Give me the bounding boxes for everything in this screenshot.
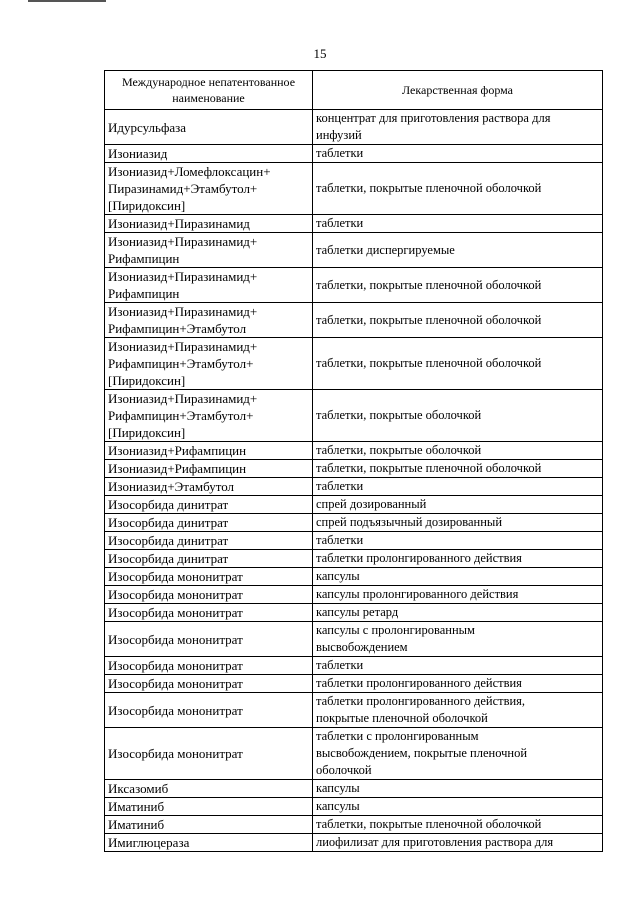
table-row: [105, 163, 603, 215]
dosage-form-cell: [313, 268, 603, 303]
dosage-form-text: таблетки, покрытые оболочкой: [316, 408, 482, 422]
dosage-form-cell: [313, 675, 603, 693]
dosage-form-text: таблетки с пролонгированным: [316, 729, 479, 743]
dosage-form-cell: [313, 338, 603, 390]
dosage-form-cell: [313, 550, 603, 568]
inn-cell: [105, 268, 313, 303]
inn-text: Изосорбида динитрат: [108, 515, 229, 530]
dosage-form-text: таблетки пролонгированного действия,: [316, 694, 526, 708]
table-row: [105, 780, 603, 798]
table-row: [105, 233, 603, 268]
dosage-form-text: таблетки: [316, 216, 364, 230]
table-row: [105, 798, 603, 816]
inn-text: Иматиниб: [108, 817, 165, 832]
dosage-form-cell: [313, 532, 603, 550]
dosage-form-text: капсулы с пролонгированным: [316, 623, 475, 637]
dosage-form-text: инфузий: [316, 128, 362, 142]
table-row: [105, 268, 603, 303]
inn-text: Рифампицин: [108, 251, 180, 266]
top-edge-mark: [28, 0, 106, 2]
dosage-form-text: капсулы: [316, 569, 360, 583]
inn-cell: [105, 693, 313, 728]
dosage-form-text: концентрат для приготовления раствора для: [316, 111, 551, 125]
inn-text: Изониазид+Рифампицин: [108, 461, 247, 476]
table-row: [105, 460, 603, 478]
dosage-form-text: капсулы: [316, 799, 360, 813]
inn-text: Изониазид+Пиразинамид+: [108, 304, 258, 319]
table-row: [105, 604, 603, 622]
inn-cell: [105, 145, 313, 163]
dosage-form-text: спрей дозированный: [316, 497, 427, 511]
inn-text: Изосорбида мононитрат: [108, 631, 243, 647]
dosage-form-cell: [313, 460, 603, 478]
inn-cell: [105, 233, 313, 268]
table-row: [105, 586, 603, 604]
dosage-form-cell: [313, 586, 603, 604]
inn-text: Изосорбида динитрат: [108, 533, 229, 548]
dosage-form-cell: [313, 215, 603, 233]
dosage-form-text: таблетки, покрытые пленочной оболочкой: [316, 817, 542, 831]
dosage-form-text: покрытые пленочной оболочкой: [316, 711, 488, 725]
inn-text: Изосорбида мононитрат: [108, 605, 243, 620]
dosage-form-cell: [313, 303, 603, 338]
inn-text: Рифампицин: [108, 286, 180, 301]
inn-cell: [105, 163, 313, 215]
dosage-form-cell: [313, 622, 603, 657]
inn-cell: [105, 816, 313, 834]
inn-cell: [105, 550, 313, 568]
inn-text: Изосорбида динитрат: [108, 497, 229, 512]
inn-text: Иксазомиб: [108, 781, 169, 796]
table-row: [105, 657, 603, 675]
dosage-form-cell: [313, 233, 603, 268]
dosage-form-text: капсулы пролонгированного действия: [316, 587, 519, 601]
inn-text: Иматиниб: [108, 799, 165, 814]
dosage-form-cell: [313, 110, 603, 145]
table-row: [105, 675, 603, 693]
table-row: [105, 442, 603, 460]
dosage-form-text: таблетки пролонгированного действия: [316, 676, 522, 690]
table-row: [105, 478, 603, 496]
dosage-form-text: таблетки: [316, 479, 364, 493]
dosage-form-text: высвобождением: [316, 640, 408, 654]
dosage-form-text: таблетки: [316, 146, 364, 160]
dosage-form-text: таблетки, покрытые оболочкой: [316, 443, 482, 457]
dosage-form-cell: [313, 514, 603, 532]
table-row: [105, 145, 603, 163]
inn-text: Изониазид+Пиразинамид+: [108, 339, 258, 354]
table-row: [105, 550, 603, 568]
drug-forms-table: [104, 70, 603, 852]
inn-text: Изониазид+Рифампицин: [108, 443, 247, 458]
table-row: [105, 496, 603, 514]
inn-cell: [105, 215, 313, 233]
inn-cell: [105, 478, 313, 496]
inn-cell: [105, 514, 313, 532]
dosage-form-text: таблетки: [316, 533, 364, 547]
table-row: [105, 622, 603, 657]
dosage-form-text: таблетки, покрытые пленочной оболочкой: [316, 461, 542, 475]
inn-text: Изониазид+Пиразинамид+: [108, 269, 258, 284]
dosage-form-cell: [313, 390, 603, 442]
dosage-form-text: капсулы: [316, 781, 360, 795]
dosage-form-cell: [313, 728, 603, 780]
dosage-form-cell: [313, 496, 603, 514]
inn-cell: [105, 338, 313, 390]
inn-cell: [105, 532, 313, 550]
inn-cell: [105, 834, 313, 852]
inn-text: Рифампицин+Этамбутол: [108, 321, 247, 336]
dosage-form-text: таблетки пролонгированного действия: [316, 551, 522, 565]
dosage-form-cell: [313, 657, 603, 675]
dosage-form-text: таблетки, покрытые пленочной оболочкой: [316, 312, 542, 327]
table-header-row: [105, 71, 603, 110]
table-row: [105, 834, 603, 852]
inn-text: Изосорбида мононитрат: [108, 658, 243, 673]
inn-cell: [105, 586, 313, 604]
dosage-form-cell: [313, 780, 603, 798]
table-row: [105, 532, 603, 550]
table-row: [105, 514, 603, 532]
inn-text: [Пиридоксин]: [108, 425, 186, 440]
dosage-form-text: высвобождением, покрытые пленочной: [316, 746, 528, 760]
dosage-form-cell: [313, 816, 603, 834]
dosage-form-text: таблетки диспергируемые: [316, 242, 455, 257]
table-row: [105, 728, 603, 780]
header-inn: Международное непатентованное наименование: [105, 71, 313, 110]
dosage-form-cell: [313, 163, 603, 215]
inn-text: Рифампицин+Этамбутол+: [108, 408, 254, 423]
inn-cell: [105, 798, 313, 816]
inn-text: Изониазид+Пиразинамид+: [108, 234, 258, 249]
inn-cell: [105, 604, 313, 622]
table-row: [105, 215, 603, 233]
table-row: [105, 816, 603, 834]
inn-text: Изониазид+Этамбутол: [108, 479, 235, 494]
dosage-form-text: таблетки, покрытые пленочной оболочкой: [316, 356, 542, 370]
inn-text: Пиразинамид+Этамбутол+: [108, 181, 258, 196]
inn-text: Изосорбида мононитрат: [108, 587, 243, 602]
inn-text: Рифампицин+Этамбутол+: [108, 356, 254, 371]
inn-text: Изониазид+Ломефлоксацин+: [108, 164, 271, 179]
inn-text: [Пиридоксин]: [108, 373, 186, 388]
header-dosage-form: Лекарственная форма: [313, 71, 603, 110]
dosage-form-cell: [313, 442, 603, 460]
inn-cell: [105, 657, 313, 675]
inn-cell: [105, 780, 313, 798]
inn-cell: [105, 390, 313, 442]
inn-cell: [105, 622, 313, 657]
table-row: [105, 693, 603, 728]
dosage-form-text: оболочкой: [316, 763, 372, 777]
inn-cell: [105, 110, 313, 145]
table-row: [105, 568, 603, 586]
dosage-form-cell: [313, 693, 603, 728]
dosage-form-text: таблетки, покрытые пленочной оболочкой: [316, 277, 542, 292]
inn-text: Имиглюцераза: [108, 835, 190, 850]
dosage-form-cell: [313, 798, 603, 816]
inn-cell: [105, 303, 313, 338]
dosage-form-cell: [313, 604, 603, 622]
page-number: 15: [313, 46, 327, 61]
inn-cell: [105, 460, 313, 478]
dosage-form-cell: [313, 478, 603, 496]
inn-text: Изосорбида мононитрат: [108, 676, 243, 691]
dosage-form-cell: [313, 568, 603, 586]
inn-text: Изосорбида мононитрат: [108, 702, 243, 718]
dosage-form-text: таблетки: [316, 658, 364, 672]
inn-cell: [105, 728, 313, 780]
dosage-form-text: капсулы ретард: [316, 605, 399, 619]
inn-text: Идурсульфаза: [108, 119, 187, 135]
inn-text: Изосорбида динитрат: [108, 551, 229, 566]
inn-text: Изосорбида мононитрат: [108, 746, 243, 761]
inn-cell: [105, 496, 313, 514]
table-row: [105, 110, 603, 145]
dosage-form-text: спрей подъязычный дозированный: [316, 515, 503, 529]
dosage-form-text: таблетки, покрытые пленочной оболочкой: [316, 181, 542, 195]
inn-text: [Пиридоксин]: [108, 198, 186, 213]
inn-text: Изониазид+Пиразинамид: [108, 216, 250, 231]
inn-cell: [105, 675, 313, 693]
dosage-form-cell: [313, 834, 603, 852]
dosage-form-cell: [313, 145, 603, 163]
table-body: [105, 110, 603, 852]
table-row: [105, 338, 603, 390]
table-row: [105, 390, 603, 442]
inn-text: Изониазид+Пиразинамид+: [108, 391, 258, 406]
inn-text: Изосорбида мононитрат: [108, 569, 243, 584]
table-row: [105, 303, 603, 338]
inn-text: Изониазид: [108, 146, 168, 161]
inn-cell: [105, 442, 313, 460]
inn-cell: [105, 568, 313, 586]
dosage-form-text: лиофилизат для приготовления раствора для: [316, 835, 554, 849]
